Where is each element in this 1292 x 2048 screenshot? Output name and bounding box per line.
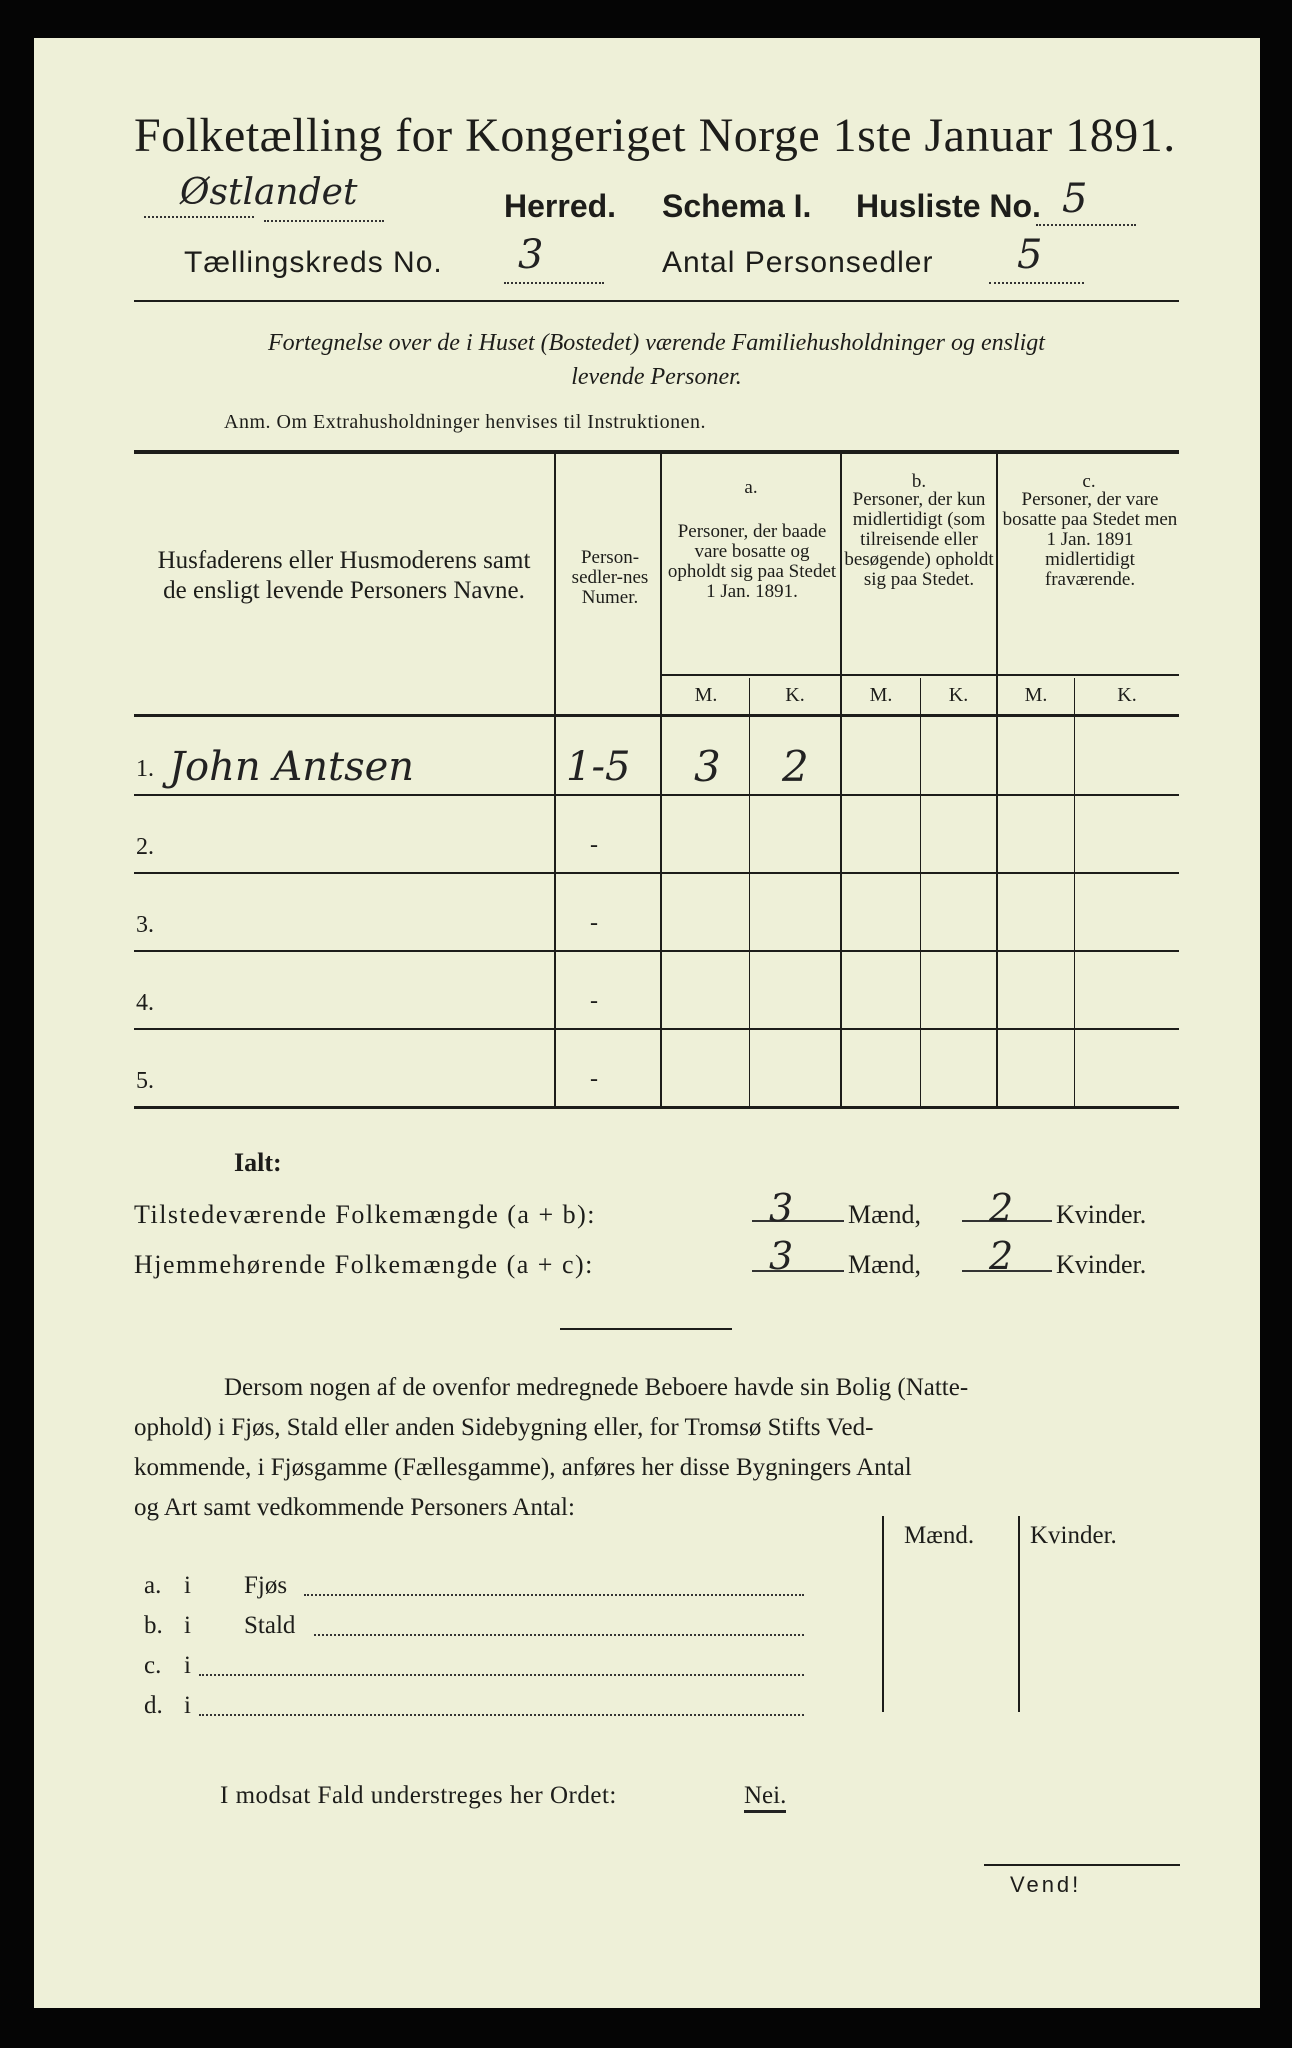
husliste-value: 5 [1062, 176, 1088, 222]
row-4-underline [134, 1028, 1179, 1030]
vend-text: Vend! [1010, 1872, 1082, 1897]
tilstede-label: Tilstedeværende Folkemængde (a + b): [134, 1200, 596, 1229]
intro-line-1: Fortegnelse over de i Huset (Bostedet) værende Familiehusholdninger og ensligt [268, 330, 1045, 356]
ialt-label: Ialt: [234, 1148, 282, 1177]
col-header-numer: Person-sedler-nes Numer. [571, 547, 649, 608]
kreds-value: 3 [518, 232, 544, 278]
building-b-letter: b. [144, 1612, 163, 1639]
hjemme-m-line [752, 1270, 844, 1272]
buildings-col-divider-1 [882, 1516, 884, 1712]
buildings-line-1: Dersom nogen af de ovenfor medregnede Beboere havde sin Bolig (Natte- [224, 1374, 969, 1401]
row-4-number: 4. [136, 990, 154, 1016]
building-a-name: Fjøs [244, 1572, 288, 1599]
kreds-label: Tællingskreds No. [184, 246, 443, 279]
building-a-letter: a. [144, 1572, 162, 1599]
row-3-numer: - [590, 910, 598, 936]
modsat-text: I modsat Fald understreges her Ordet: [220, 1782, 617, 1809]
building-b-dots [314, 1634, 804, 1636]
header-divider [134, 300, 1179, 302]
table-top-rule [134, 450, 1179, 454]
kreds-field [504, 232, 604, 284]
row-2-number: 2. [136, 834, 154, 860]
building-b-name: Stald [244, 1612, 296, 1639]
row-2-numer: - [590, 832, 598, 858]
buildings-kvinder-header: Kvinder. [1030, 1522, 1117, 1549]
col-divider-a-mk [749, 678, 750, 1106]
mk-top-rule [660, 674, 1179, 676]
building-d-dots [199, 1714, 804, 1716]
col-divider-b-mk [920, 678, 921, 1106]
row-1-underline [134, 794, 1179, 796]
table-bottom-rule [134, 1106, 1179, 1109]
hjemme-kvinder: Kvinder. [1056, 1250, 1147, 1279]
buildings-line-4: og Art samt vedkommende Personers Antal: [134, 1494, 575, 1521]
schema-label: Schema I. [662, 188, 812, 224]
hjemme-label: Hjemmehørende Folkemængde (a + c): [134, 1250, 594, 1279]
building-item-c [144, 1652, 874, 1692]
row-5-number: 5. [136, 1068, 154, 1094]
building-item-b [144, 1612, 874, 1652]
row-1-name: John Antsen [169, 744, 415, 790]
census-form-page [34, 38, 1260, 2008]
section-divider [560, 1328, 732, 1330]
building-d-prefix: i [184, 1692, 191, 1719]
col-divider-names [554, 454, 556, 1106]
herred-field [144, 172, 358, 218]
building-a-prefix: i [184, 1572, 191, 1599]
row-1-a-m: 3 [694, 742, 721, 791]
col-divider-c-mk [1074, 678, 1075, 1106]
col-header-a: Personer, der baade vare bosatte og opholdt sig paa Stedet 1 Jan. 1891. [667, 521, 837, 602]
husliste-label: Husliste No. [856, 188, 1041, 224]
row-1-a-k: 2 [782, 742, 809, 791]
col-divider-a [840, 454, 842, 1106]
col-header-b: Personer, der kun midlertidigt (som tilreisende eller besøgende) opholdt sig paa Stedet. [844, 489, 994, 590]
personsedler-label: Antal Personsedler [662, 246, 934, 279]
col-b-m: M. [869, 684, 893, 706]
col-header-c: Personer, der vare bosatte paa Stedet men 1 Jan. 1891 midlertidigt fraværende. [1002, 489, 1178, 590]
col-divider-b [996, 454, 998, 1106]
col-divider-numer [660, 454, 662, 1106]
row-5-numer: - [590, 1066, 598, 1092]
col-b-letter: b. [911, 471, 927, 492]
table-header-bottom-rule [134, 714, 1179, 717]
row-3-underline [134, 950, 1179, 952]
row-4-numer: - [590, 988, 598, 1014]
building-d-letter: d. [144, 1692, 163, 1719]
herred-value: Østlandet [180, 172, 358, 213]
col-a-m: M. [694, 684, 718, 706]
tilstede-m-line [752, 1220, 844, 1222]
nei-word: Nei. [744, 1782, 786, 1813]
herred-dots [264, 190, 384, 222]
tilstede-k-value: 2 [989, 1186, 1014, 1230]
hjemme-m-value: 3 [769, 1234, 794, 1278]
building-c-letter: c. [144, 1652, 162, 1679]
form-title: Folketælling for Kongeriget Norge 1ste Januar 1891. [134, 109, 1176, 162]
col-c-m: M. [1024, 684, 1048, 706]
building-a-dots [304, 1594, 804, 1596]
row-2-underline [134, 872, 1179, 874]
building-b-prefix: i [184, 1612, 191, 1639]
building-item-d [144, 1692, 874, 1732]
buildings-paragraph [134, 1368, 1179, 1528]
row-3-number: 3. [136, 912, 154, 938]
herred-label: Herred. [504, 188, 617, 224]
col-header-names: Husfaderens eller Husmoderens samt de ensligt levende Personers Navne. [157, 547, 531, 604]
hjemme-maend: Mænd, [848, 1250, 921, 1279]
vend-rule [984, 1864, 1180, 1866]
col-b-k: K. [948, 684, 969, 706]
buildings-col-divider-2 [1018, 1516, 1020, 1712]
tilstede-kvinder: Kvinder. [1056, 1200, 1147, 1229]
building-c-dots [199, 1674, 804, 1676]
buildings-line-2: ophold) i Fjøs, Stald eller anden Sidebygning eller, for Tromsø Stifts Ved- [134, 1414, 874, 1441]
personsedler-field [989, 232, 1084, 284]
col-c-letter: c. [1082, 471, 1096, 492]
hjemme-k-value: 2 [989, 1234, 1014, 1278]
row-1-number: 1. [136, 756, 154, 782]
building-item-a [144, 1572, 874, 1612]
col-c-k: K. [1117, 684, 1137, 706]
row-1-numer: 1-5 [566, 744, 631, 790]
anm-note: Anm. Om Extrahusholdninger henvises til Instruktionen. [224, 411, 706, 433]
buildings-maend-header: Mænd. [904, 1522, 975, 1549]
intro-line-2: levende Personer. [571, 364, 742, 390]
personsedler-value: 5 [1017, 232, 1043, 278]
tilstede-m-value: 3 [769, 1186, 794, 1230]
col-a-letter: a. [744, 477, 758, 498]
intro-text [134, 326, 1179, 394]
tilstede-maend: Mænd, [848, 1200, 921, 1229]
col-a-k: K. [785, 684, 805, 706]
husliste-field [1036, 176, 1136, 226]
buildings-line-3: kommende, i Fjøsgamme (Fællesgamme), anføres her disse Bygningers Antal [134, 1454, 912, 1481]
building-c-prefix: i [184, 1652, 191, 1679]
